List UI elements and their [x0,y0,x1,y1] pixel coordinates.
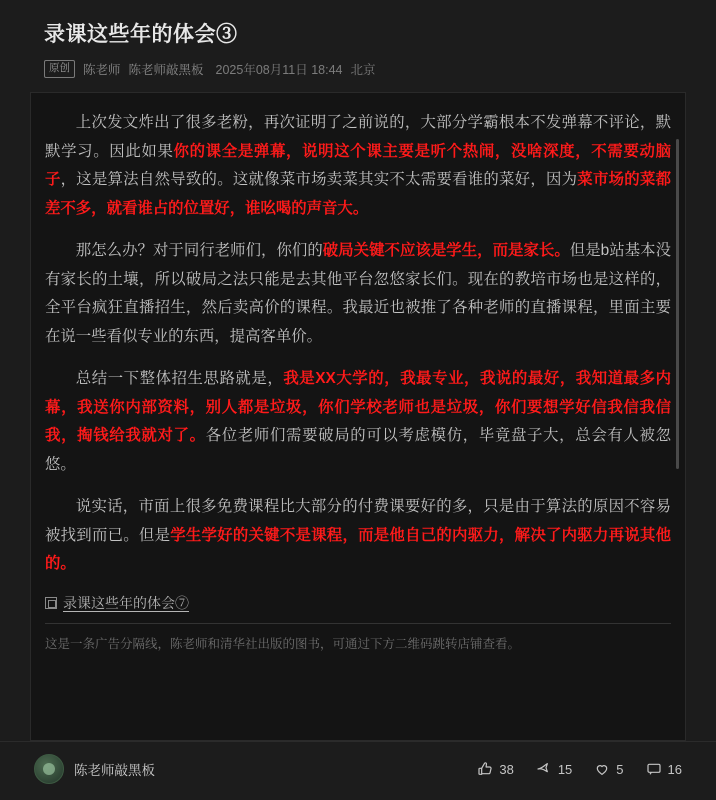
comment-action[interactable] [646,761,682,777]
body-text: 上次发文炸出了很多老粉，再次证明了之前说的，大部分学霸根本不发弹幕不评论，默默学习。因此如果 [45,114,671,160]
action-bar [477,761,682,777]
comment-count: 16 [667,761,682,777]
body-text: 总结一下整体招生思路就是， [75,370,284,387]
inline-link-label[interactable]: 录课这些年的体会⑦ [63,594,189,611]
paragraph [45,365,671,479]
ad-divider-note: 这是一条广告分隔线，陈老师和清华社出版的图书，可通过下方二维码跳转店铺查看。 [45,623,671,654]
paragraph [45,493,671,579]
meta-source[interactable]: 陈老师敲黑板 [128,63,204,77]
article-footer [0,741,716,800]
body-text: 说实话，市面上很多免费课程比大部分的付费课要好的多，只是由于算法的原因不容易被找到而已。但是 [45,498,671,544]
meta-location: 北京 [350,63,376,77]
body-text: 但是b站基本没有家长的土壤，所以破局之法只能是去其他平台忽悠家长们。现在的教培市场也是这样的，全平台疯狂直播招生，然后卖高价的课程。我最近也被推了各种老师的直播课程，里面主要在说一些看似专业的东西，提高客单价。 [45,242,671,345]
avatar[interactable] [34,754,64,784]
inline-card-link[interactable] [45,593,671,613]
highlighted-text: 菜市场的菜都差不多，就看谁占的位置好，谁吆喝的声音大。 [45,171,671,217]
card-link-icon [45,597,57,609]
like-count: 38 [499,761,514,777]
scrollbar-track[interactable] [679,99,682,734]
share-count: 15 [557,761,573,777]
thumbs-up-icon [477,761,493,777]
share-icon [536,761,552,777]
article-meta [0,48,716,78]
comment-icon [646,761,662,777]
article-body [30,92,686,741]
favorite-count: 5 [616,761,624,777]
highlighted-text: 我是XX大学的，我最专业，我说的最好，我知道最多内幕，我送你内部资料，别人都是垃圾，你们学校老师也是垃圾，你们要想学好信我信我信我，掏钱给我就对了。 [45,370,671,444]
meta-date: 2025年08月11日 18:44 [215,63,343,77]
share-action[interactable] [536,761,572,777]
highlighted-text: 学生学好的关键不是课程，而是他自己的内驱力，解决了内驱力再说其他的。 [45,526,671,572]
favorite-action[interactable] [594,761,623,777]
meta-author[interactable]: 陈老师 [83,63,121,77]
paragraph [45,237,671,351]
scrollbar-thumb[interactable] [676,139,679,469]
body-text: 那怎么办？对于同行老师们，你们的 [75,242,323,259]
page-title: 录课这些年的体会③ [44,23,238,46]
highlighted-text: 破局关键不应该是学生，而是家长。 [322,242,570,259]
account-name[interactable]: 陈老师敲黑板 [74,763,155,778]
original-badge: 原创 [44,60,75,78]
body-text: 各位老师们需要破局的可以考虑模仿，毕竟盘子大，总会有人被忽悠。 [45,427,671,473]
like-action[interactable] [477,761,513,777]
account-block[interactable] [34,754,155,784]
heart-icon [594,761,610,777]
paragraph [45,109,671,223]
highlighted-text: 你的课全是弹幕，说明这个课主要是听个热闹，没啥深度，不需要动脑子 [45,142,671,188]
body-text: ，这是算法自然导致的。这就像菜市场卖菜其实不太需要看谁的菜好，因为 [60,171,578,188]
